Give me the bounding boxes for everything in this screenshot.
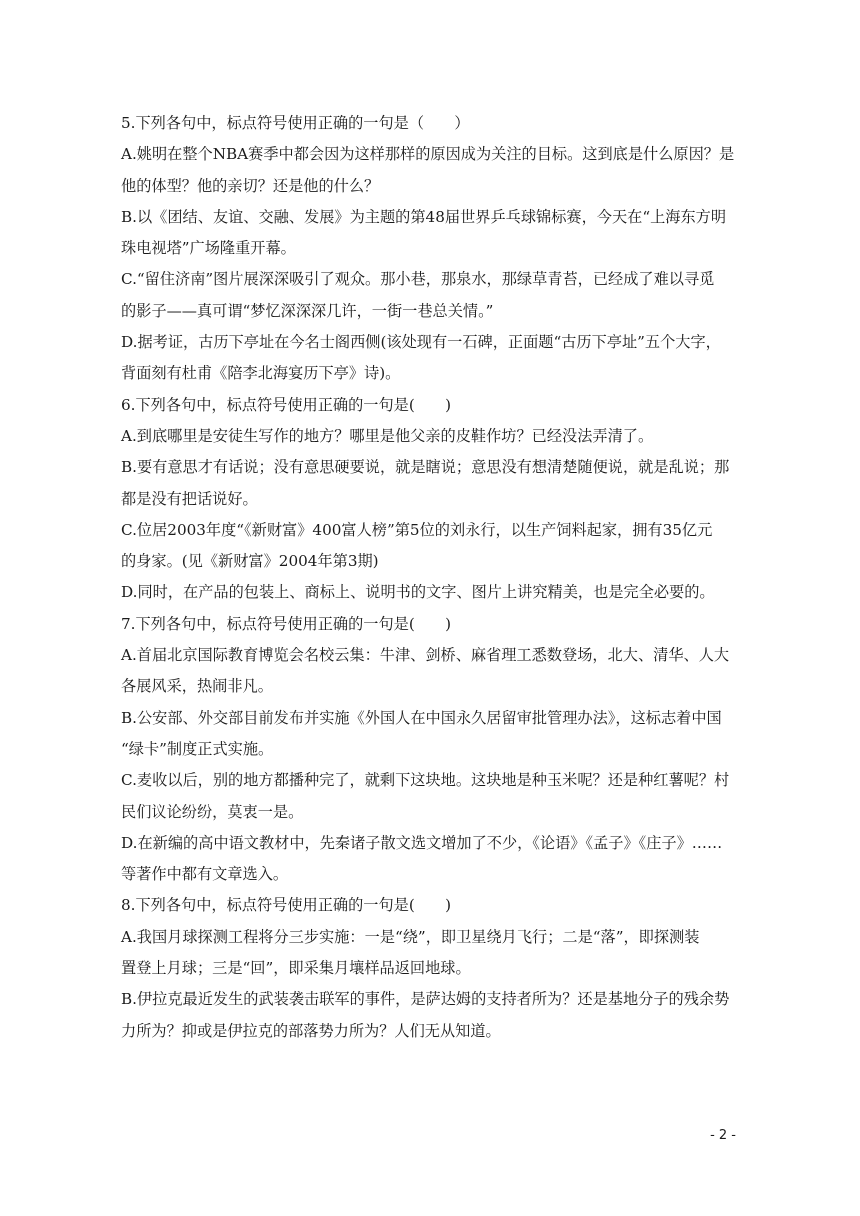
- answer-option: [121, 515, 741, 578]
- option-text-line: 的身家。(见《新财富》2004年第3期): [121, 552, 379, 571]
- question: [121, 390, 741, 609]
- option-text-line: B.要有意思才有话说；没有意思硬要说，就是瞎说；意思没有想清楚随便说，就是乱说；那: [121, 458, 730, 477]
- answer-option: [121, 765, 741, 828]
- answer-option: [121, 327, 741, 390]
- answer-option: [121, 139, 741, 202]
- question-stem: 5.下列各句中，标点符号使用正确的一句是（ ）: [121, 114, 470, 132]
- option-text-line: 民们议论纷纷，莫衷一是。: [121, 802, 304, 821]
- option-text-line: 都是没有把话说好。: [121, 489, 258, 508]
- option-text-line: A.到底哪里是安徒生写作的地方？哪里是他父亲的皮鞋作坊？已经没法弄清了。: [121, 426, 654, 445]
- page-number: - 2 -: [710, 1128, 736, 1143]
- answer-option: [121, 264, 741, 327]
- option-text-line: 等著作中都有文章选入。: [121, 865, 289, 884]
- option-text-line: 他的体型？他的亲切？还是他的什么？: [121, 176, 380, 195]
- option-text-line: B.伊拉克最近发生的武装袭击联军的事件，是萨达姆的支持者所为？还是基地分子的残余势: [121, 990, 730, 1009]
- option-text-line: D.在新编的高中语文教材中，先秦诸子散文选文增加了不少，《论语》《孟子》《庄子》……: [121, 833, 723, 852]
- question-stem: 6.下列各句中，标点符号使用正确的一句是( ): [121, 395, 452, 414]
- option-text-line: C.麦收以后，别的地方都播种完了，就剩下这块地。这块地是种玉米呢？还是种红薯呢？村: [121, 771, 730, 790]
- option-text-line: A.我国月球探测工程将分三步实施：一是“绕”，即卫星绕月飞行；二是“落”，即探测装: [121, 927, 700, 946]
- option-text-line: “绿卡”制度正式实施。: [121, 739, 274, 758]
- option-text-line: 背面刻有杜甫《陪李北海宴历下亭》诗)。: [121, 364, 401, 383]
- answer-option: [121, 577, 741, 608]
- option-text-line: 珠电视塔”广场隆重开幕。: [121, 239, 296, 258]
- answer-option: [121, 828, 741, 891]
- question-stem: 7.下列各句中，标点符号使用正确的一句是( ): [121, 614, 452, 633]
- question-list: [121, 108, 741, 1047]
- option-text-line: 各展风采，热闹非凡。: [121, 677, 273, 696]
- option-text-line: B.以《团结、友谊、交融、发展》为主题的第48届世界乒乓球锦标赛，今天在“上海东方明: [121, 207, 727, 226]
- option-text-line: D.同时，在产品的包装上、商标上、说明书的文字、图片上讲究精美，也是完全必要的。: [121, 583, 715, 602]
- question: [121, 108, 741, 390]
- option-text-line: B.公安部、外交部目前发布并实施《外国人在中国永久居留审批管理办法》，这标志着中国: [121, 708, 722, 727]
- question: [121, 890, 741, 1046]
- question: [121, 609, 741, 891]
- option-text-line: C.“留住济南”图片展深深吸引了观众。那小巷，那泉水，那绿草青苔，已经成了难以寻觅: [121, 270, 715, 289]
- option-text-line: 力所为？抑或是伊拉克的部落势力所为？人们无从知道。: [121, 1021, 501, 1040]
- option-text-line: A.姚明在整个NBA赛季中都会因为这样那样的原因成为关注的目标。这到底是什么原因？是: [121, 145, 735, 164]
- answer-option: [121, 984, 741, 1047]
- answer-option: [121, 640, 741, 703]
- answer-option: [121, 452, 741, 515]
- option-text-line: C.位居2003年度“《新财富》400富人榜”第5位的刘永行，以生产饲料起家，拥有35亿元: [121, 520, 713, 539]
- option-text-line: 置登上月球；三是“回”，即采集月壤样品返回地球。: [121, 959, 471, 978]
- option-text-line: D.据考证，古历下亭址在今名士阁西侧(该处现有一石碑，正面题“古历下亭址”五个大字，: [121, 333, 721, 352]
- answer-option: [121, 421, 741, 452]
- answer-option: [121, 202, 741, 265]
- question-stem: 8.下列各句中，标点符号使用正确的一句是( ): [121, 896, 452, 915]
- answer-option: [121, 922, 741, 985]
- option-text-line: A.首届北京国际教育博览会名校云集：牛津、剑桥、麻省理工悉数登场，北大、清华、人大: [121, 646, 730, 665]
- option-text-line: 的影子——真可谓“梦忆深深深几许，一街一巷总关情。”: [121, 301, 494, 320]
- answer-option: [121, 703, 741, 766]
